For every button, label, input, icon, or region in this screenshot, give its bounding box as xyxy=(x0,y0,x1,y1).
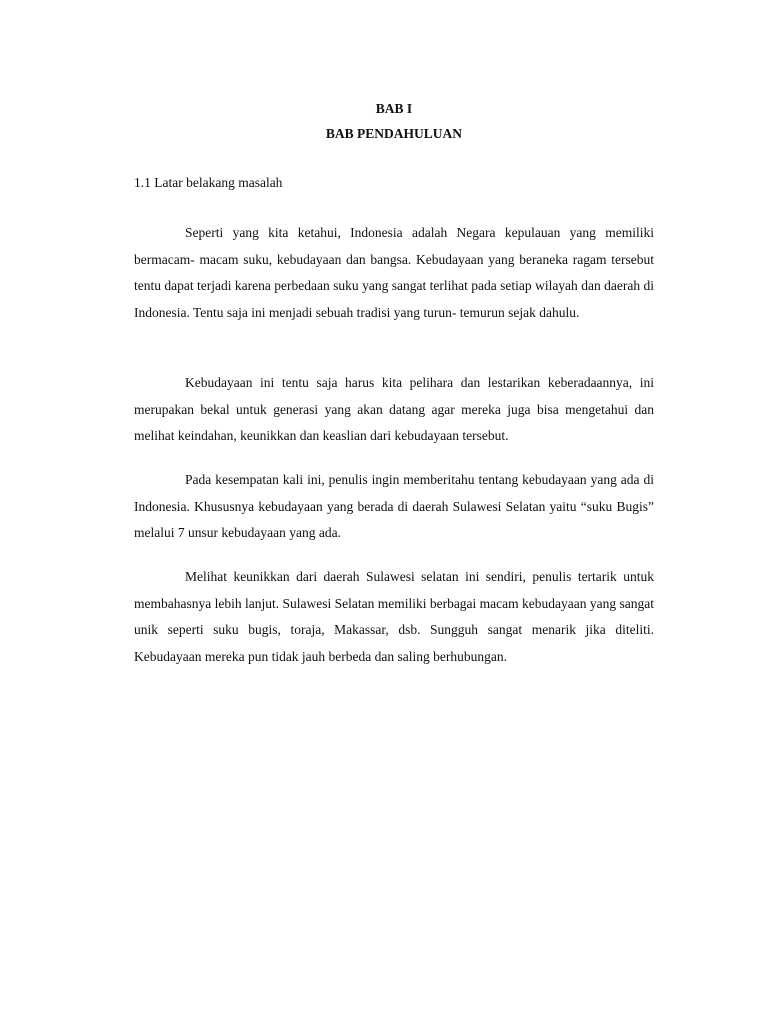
paragraph-1: Seperti yang kita ketahui, Indonesia adalah Negara kepulauan yang memiliki bermacam- macam suku, kebudayaan dan bangsa. Kebudayaan yang beraneka ragam tersebut tentu dapat terjadi karena perbedaan suku yang sangat terlihat pada setiap wilayah dan daerah di Indonesia. Tentu saja ini menjadi sebuah tradisi yang turun- temurun sejak dahulu. xyxy=(134,225,654,320)
paragraph-3: Pada kesempatan kali ini, penulis ingin memberitahu tentang kebudayaan yang ada di Indonesia. Khususnya kebudayaan yang berada di daerah Sulawesi Selatan yaitu “suku Bugis” melalui 7 unsur kebudayaan yang ada. xyxy=(134,472,654,540)
chapter-title: BAB PENDAHULUAN xyxy=(325,126,463,141)
chapter-heading: BAB I xyxy=(375,101,413,116)
paragraph-4: Melihat keunikkan dari daerah Sulawesi selatan ini sendiri, penulis tertarik untuk membahasnya lebih lanjut. Sulawesi Selatan memiliki berbagai macam kebudayaan yang sangat unik seperti suku bugis, toraja, Makassar, dsb. Sungguh sangat menarik jika diteliti. Kebudayaan mereka pun tidak jauh berbeda dan saling berhubungan. xyxy=(134,569,654,664)
paragraph-2: Kebudayaan ini tentu saja harus kita pelihara dan lestarikan keberadaannya, ini merupakan bekal untuk generasi yang akan datang agar mereka juga bisa mengetahui dan melihat keindahan, keunikkan dan keaslian dari kebudayaan tersebut. xyxy=(134,375,654,443)
section-title: 1.1 Latar belakang masalah xyxy=(134,175,283,190)
